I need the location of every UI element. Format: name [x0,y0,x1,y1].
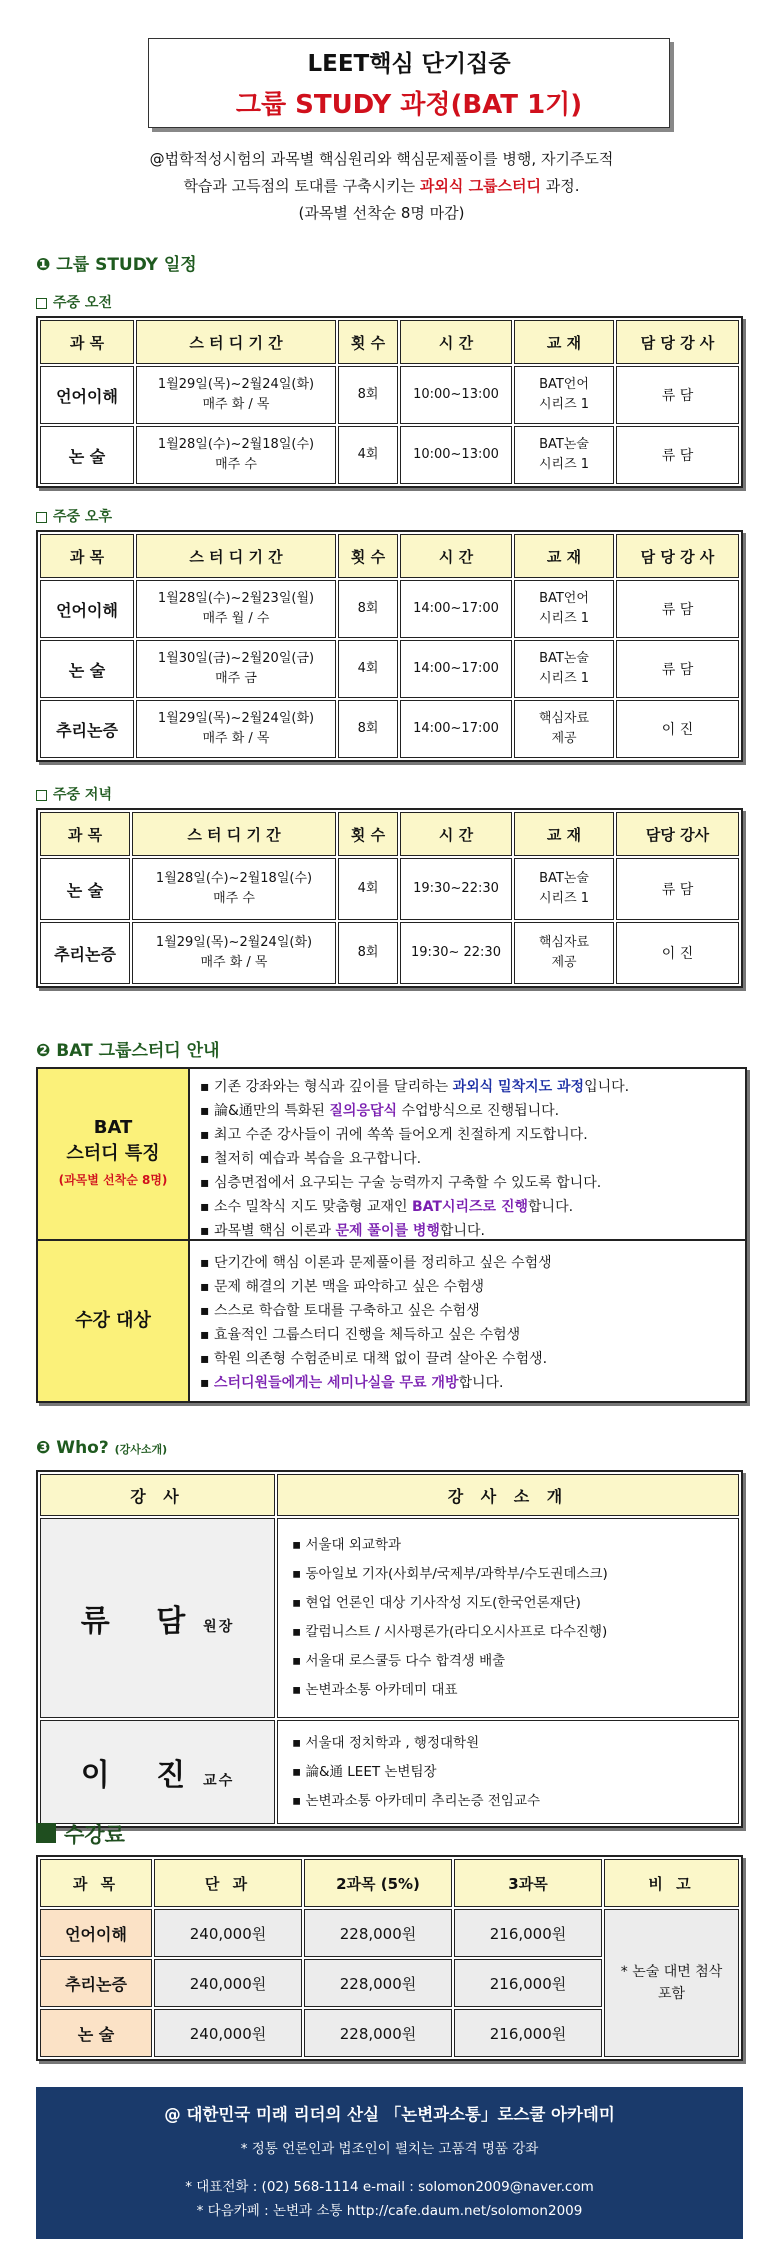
col-count: 횟 수 [338,320,398,364]
item-text: 論&通만의 특화된 [213,1103,330,1119]
morning-label-text: 주중 오전 [53,295,112,311]
fee-two: 228,000원 [304,1909,452,1957]
footer-subtitle: * 정통 언론인과 법조인이 펼치는 고품격 명품 강좌 [240,2141,539,2157]
fee-two: 228,000원 [304,1959,452,2007]
table-row [40,1518,739,1718]
cell-subject: 논 술 [40,640,134,698]
fee-table [36,1855,743,2061]
title-line-1: LEET핵심 단기집중 [307,51,511,77]
col-period: 스 터 디 기 간 [136,320,336,364]
feature-label-3: (과목별 선착순 8명) [58,1173,168,1187]
book-series: 시리즈 1 [538,891,590,906]
list-item: ▪ 동아일보 기자(사회부/국제부/과학부/수도권데스크) [292,1560,724,1589]
teacher-title: 원장 [203,1619,235,1635]
col-teacher: 담 당 강 사 [616,320,739,364]
book-name: BAT언어 [539,377,589,392]
title-line-2: 그룹 STUDY 과정(BAT 1기) [235,90,583,120]
cell-book [514,700,614,758]
col-three: 3과목 [454,1859,602,1907]
table-row [40,580,739,638]
schedule-heading: ❶ 그룹 STUDY 일정 [36,255,197,275]
book-series: 시리즈 1 [538,611,590,626]
list-item: ▪ 논변과소통 아카데미 대표 [292,1676,724,1705]
col-book: 교 재 [514,534,614,578]
table-header-row [40,1859,739,1907]
table-row [40,426,739,484]
cell-period [136,366,336,424]
period-dates: 1월28일(수)~2월18일(수) [155,871,313,886]
fee-three: 216,000원 [454,1959,602,2007]
cell-count: 8회 [338,366,398,424]
period-days: 매주 수 [215,457,257,472]
item-text: 소수 밀착식 지도 맞춤형 교재인 [213,1199,413,1215]
table-row [40,922,739,984]
cell-period [136,700,336,758]
table-row [40,366,739,424]
cell-time: 19:30~ 22:30 [400,922,512,984]
book-name: BAT논술 [539,871,589,886]
fee-subject: 언어이해 [40,1909,152,1957]
cell-teacher: 류 담 [616,366,739,424]
list-item [200,1371,735,1395]
cell-count: 4회 [338,858,398,920]
cell-subject: 추리논증 [40,922,130,984]
note-line-1: * 논술 대면 첨삭 [620,1964,723,1980]
morning-table [36,316,743,488]
cell-count: 4회 [338,426,398,484]
fee-heading-text: 수강료 [64,1823,125,1847]
footer-phone-email: * 대표전화 : (02) 568-1114 e-mail : solomon2009@naver.com [185,2179,594,2195]
feature-list [190,1069,745,1239]
footer-title: @ 대한민국 미래 리더의 산실 「논변과소통」로스쿨 아카데미 [164,2105,615,2124]
cell-teacher: 이 진 [616,922,739,984]
col-teacher: 담당 강사 [616,812,739,856]
list-item: ▪ 단기간에 핵심 이론과 문제풀이를 정리하고 싶은 수험생 [200,1251,735,1275]
fee-note [604,1909,739,2057]
intro-line-2-end: 과정. [541,177,580,195]
item-text: 기존 강좌와는 형식과 깊이를 달리하는 [213,1079,453,1095]
feature-label-1: BAT [93,1117,133,1138]
col-time: 시 간 [400,534,512,578]
col-book: 교 재 [514,320,614,364]
list-item: ▪ 서울대 로스쿨등 다수 합격생 배출 [292,1647,724,1676]
item-text: 철저히 예습과 복습을 요구합니다. [213,1151,422,1167]
period-dates: 1월30일(금)~2월20일(금) [157,651,315,666]
fee-single: 240,000원 [154,1959,302,2007]
item-text-end: 합니다. [458,1375,504,1391]
cell-book [514,366,614,424]
col-subject: 과 목 [40,1859,152,1907]
book-name: BAT언어 [539,591,589,606]
teacher-name [40,1518,275,1718]
cell-book [514,426,614,484]
footer-contact [36,2175,743,2223]
intro-text [40,146,723,227]
col-time: 시 간 [400,320,512,364]
list-item [200,1123,735,1147]
col-period: 스 터 디 기 간 [132,812,336,856]
who-heading [36,1438,167,1458]
intro-line-1: @법학적성시험의 과목별 핵심원리와 핵심문제풀이를 병행, 자기주도적 [149,150,614,168]
col-two: 2과목 (5%) [304,1859,452,1907]
col-note: 비 고 [604,1859,739,1907]
book-series: 시리즈 1 [538,397,590,412]
list-item: ▪ 서울대 정치학과 , 행정대학원 [292,1729,724,1758]
afternoon-label [36,506,112,526]
book-name: 핵심자료 [538,935,590,950]
cell-period [132,858,336,920]
cell-period [132,922,336,984]
list-item: ▪ 칼럼니스트 / 시사평론가(라디오시사프로 다수진행) [292,1618,724,1647]
cell-teacher: 류 담 [616,640,739,698]
square-icon [36,1823,56,1843]
list-item [200,1219,735,1243]
list-item: ▪ 문제 해결의 기본 맥을 파악하고 싶은 수험생 [200,1275,735,1299]
cell-time: 14:00~17:00 [400,700,512,758]
item-highlight: BAT시리즈로 진행 [412,1199,529,1215]
table-header-row [40,534,739,578]
table-row [40,1909,739,1957]
list-item [200,1195,735,1219]
cell-teacher: 류 담 [616,426,739,484]
who-heading-small: (강사소개) [114,1443,168,1456]
col-subject: 과 목 [40,812,130,856]
cell-teacher: 류 담 [616,858,739,920]
guide-heading: ❷ BAT 그룹스터디 안내 [36,1041,220,1061]
fee-subject: 추리논증 [40,1959,152,2007]
intro-highlight: 과외식 그룹스터디 [419,177,542,195]
cell-time: 10:00~13:00 [400,426,512,484]
cell-book [514,858,614,920]
list-item: ▪ 논변과소통 아카데미 추리논증 전임교수 [292,1787,724,1816]
teacher-name-text: 이 진 [80,1758,204,1793]
table-row [40,700,739,758]
list-item: ▪ 현업 언론인 대상 기사작성 지도(한국언론재단) [292,1589,724,1618]
cell-subject: 논 술 [40,858,130,920]
cell-time: 14:00~17:00 [400,640,512,698]
item-text-end: 합니다. [528,1199,574,1215]
cell-book [514,580,614,638]
period-days: 매주 화 / 목 [202,397,270,412]
fee-subject: 논 술 [40,2009,152,2057]
target-label: 수강 대상 [38,1241,190,1401]
book-series: 제공 [551,955,577,970]
footer-cafe-link[interactable]: * 다음카페 : 논변과 소통 http://cafe.daum.net/solomon2009 [196,2203,583,2219]
cell-book [514,922,614,984]
cell-teacher: 류 담 [616,580,739,638]
evening-table [36,808,743,988]
list-item: ▪ 論&通 LEET 논변팀장 [292,1758,724,1787]
title-box [148,38,670,128]
teacher-title: 교수 [203,1773,235,1789]
afternoon-label-text: 주중 오후 [53,509,112,525]
cell-book [514,640,614,698]
target-list [190,1241,745,1401]
period-dates: 1월29일(목)~2월24일(화) [157,711,315,726]
feature-label [38,1069,190,1239]
table-header-row [40,812,739,856]
fee-single: 240,000원 [154,1909,302,1957]
teacher-profile [277,1518,739,1718]
item-text: 심층면접에서 요구되는 구술 능력까지 구축할 수 있도록 합니다. [213,1175,602,1191]
evening-label [36,784,112,804]
feature-row [38,1069,745,1241]
book-name: BAT논술 [539,651,589,666]
cell-period [136,640,336,698]
period-dates: 1월29일(목)~2월24일(화) [155,935,313,950]
item-text-end: 합니다. [439,1223,485,1239]
evening-label-text: 주중 저녁 [53,787,112,803]
item-text: 최고 수준 강사들이 귀에 쏙쏙 들어오게 친절하게 지도합니다. [213,1127,588,1143]
col-subject: 과 목 [40,534,134,578]
item-highlight: 질의응답식 [329,1103,398,1119]
footer-banner [36,2087,743,2239]
period-days: 매주 화 / 목 [200,955,268,970]
teacher-profile [277,1720,739,1824]
col-count: 횟 수 [338,812,398,856]
cell-count: 8회 [338,580,398,638]
intro-line-3: (과목별 선착순 8명 마감) [298,204,465,222]
cell-count: 8회 [338,922,398,984]
item-text-end: 수업방식으로 진행됩니다. [397,1103,560,1119]
col-subject: 과 목 [40,320,134,364]
list-item [200,1099,735,1123]
cell-subject: 언어이해 [40,366,134,424]
book-series: 제공 [551,731,577,746]
cell-subject: 추리논증 [40,700,134,758]
cell-time: 14:00~17:00 [400,580,512,638]
table-row [40,1720,739,1824]
fee-single: 240,000원 [154,2009,302,2057]
afternoon-table [36,530,743,762]
cell-subject: 논 술 [40,426,134,484]
period-dates: 1월29일(목)~2월24일(화) [157,377,315,392]
col-intro: 강 사 소 개 [277,1474,739,1516]
col-period: 스 터 디 기 간 [136,534,336,578]
book-series: 시리즈 1 [538,457,590,472]
item-text: 과목별 핵심 이론과 [213,1223,336,1239]
intro-line-2-text: 학습과 고득점의 토대를 구축시키는 [183,177,420,195]
table-row [40,640,739,698]
square-icon [36,512,47,523]
square-icon [36,790,47,801]
item-text-end: 입니다. [584,1079,630,1095]
cell-teacher: 이 진 [616,700,739,758]
who-heading-text: ❸ Who? [36,1438,109,1458]
table-header-row [40,320,739,364]
period-days: 매주 월 / 수 [202,611,270,626]
cell-period [136,580,336,638]
list-item [200,1171,735,1195]
book-name: BAT논술 [539,437,589,452]
cell-count: 8회 [338,700,398,758]
table-row [40,858,739,920]
list-item: ▪ 학원 의존형 수험준비로 대책 없이 끌려 살아온 수험생. [200,1347,735,1371]
period-dates: 1월28일(수)~2월18일(수) [157,437,315,452]
cell-count: 4회 [338,640,398,698]
list-item: ▪ 스스로 학습할 토대를 구축하고 싶은 수험생 [200,1299,735,1323]
target-row [38,1241,745,1401]
teacher-name [40,1720,275,1824]
list-item: ▪ 효율적인 그룹스터디 진행을 체득하고 싶은 수험생 [200,1323,735,1347]
table-header-row [40,1474,739,1516]
item-highlight: 스터디원들에게는 세미나실을 무료 개방 [213,1375,459,1391]
period-days: 매주 수 [213,891,255,906]
fee-three: 216,000원 [454,2009,602,2057]
col-teacher: 담 당 강 사 [616,534,739,578]
list-item [200,1147,735,1171]
teacher-name-text: 류 담 [80,1604,204,1639]
period-dates: 1월28일(수)~2월23일(월) [157,591,315,606]
guide-box [36,1067,747,1403]
item-highlight: 문제 풀이를 병행 [335,1223,440,1239]
intro-line-2 [40,173,723,200]
period-days: 매주 화 / 목 [202,731,270,746]
col-count: 횟 수 [338,534,398,578]
col-time: 시 간 [400,812,512,856]
period-days: 매주 금 [215,671,257,686]
fee-two: 228,000원 [304,2009,452,2057]
book-series: 시리즈 1 [538,671,590,686]
col-single: 단 과 [154,1859,302,1907]
list-item: ▪ 서울대 외교학과 [292,1531,724,1560]
cell-time: 19:30~22:30 [400,858,512,920]
cell-period [136,426,336,484]
cell-time: 10:00~13:00 [400,366,512,424]
morning-label [36,292,112,312]
cell-subject: 언어이해 [40,580,134,638]
col-teacher: 강 사 [40,1474,275,1516]
fee-three: 216,000원 [454,1909,602,1957]
teacher-table [36,1470,743,1828]
list-item [200,1075,735,1099]
col-book: 교 재 [514,812,614,856]
note-line-2: 포함 [657,1986,686,2002]
book-name: 핵심자료 [538,711,590,726]
feature-label-2: 스터디 특징 [66,1143,160,1164]
fee-heading [36,1819,125,1849]
square-icon [36,298,47,309]
item-highlight: 과외식 밀착지도 과정 [452,1079,585,1095]
